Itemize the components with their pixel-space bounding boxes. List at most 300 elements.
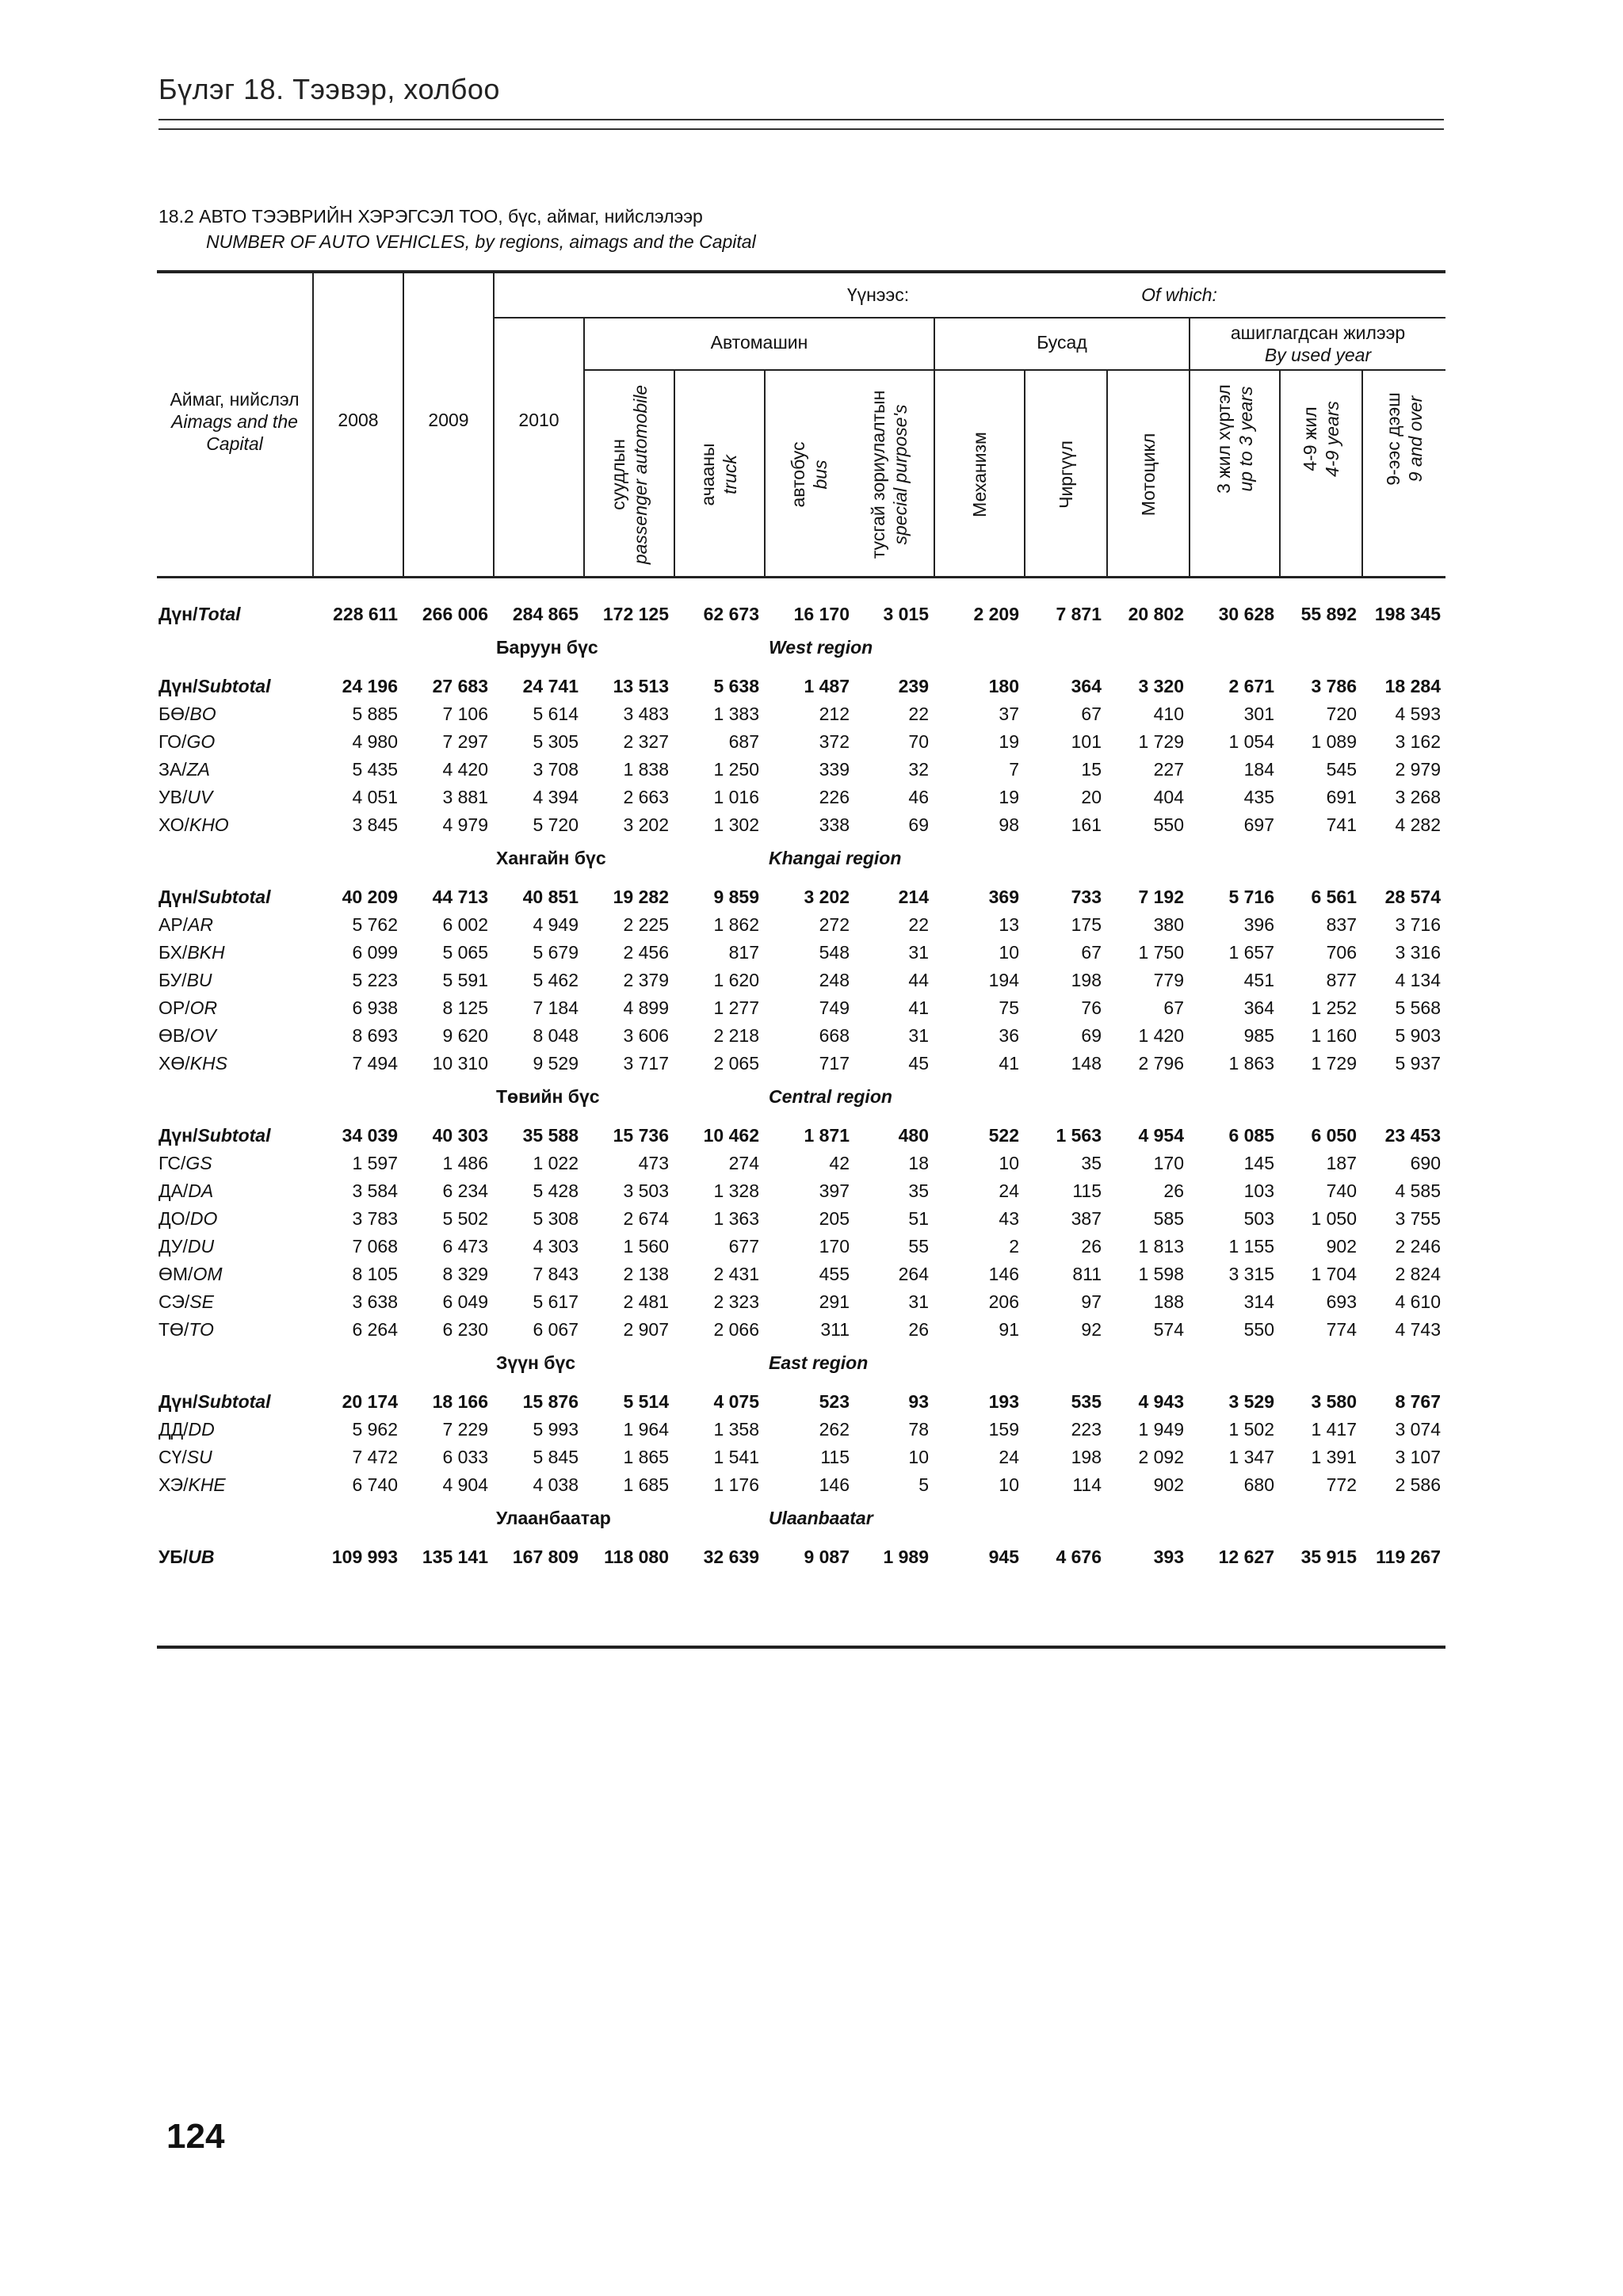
- region-name-en: East region: [769, 1352, 869, 1373]
- cell: 146: [819, 1474, 850, 1495]
- row-label: ОР/OR: [158, 997, 218, 1018]
- row-label: ХӨ/KHS: [158, 1053, 227, 1074]
- row-label: БУ/BU: [158, 970, 212, 990]
- subtotal-row: [157, 1537, 1445, 1571]
- cell: 8 048: [533, 1025, 579, 1046]
- cell: 1 358: [713, 1419, 759, 1440]
- cell: 51: [908, 1208, 929, 1229]
- cell: 35: [908, 1180, 929, 1201]
- cell: 397: [819, 1180, 850, 1201]
- cell: 5 993: [533, 1419, 579, 1440]
- cell: 1 155: [1228, 1236, 1274, 1257]
- cell: 7 106: [442, 704, 488, 724]
- table-row: [157, 1416, 1445, 1444]
- table-row: [157, 1233, 1445, 1261]
- cell: 103: [1243, 1180, 1274, 1201]
- table-caption-mn: 18.2 АВТО ТЭЭВРИЙН ХЭРЭГСЭЛ ТОО, бүс, аймаг, нийслэлээр: [158, 206, 703, 227]
- cell: 5 903: [1395, 1025, 1441, 1046]
- other-group: Бусад: [1037, 332, 1087, 353]
- cell: 7: [1009, 759, 1019, 780]
- cell: 5 435: [352, 759, 398, 780]
- row-label: СҮ/SU: [158, 1447, 212, 1467]
- cell: 32 639: [703, 1547, 759, 1567]
- cell: 9 529: [533, 1053, 579, 1074]
- cell: 5 514: [623, 1391, 669, 1412]
- cell: 393: [1153, 1547, 1184, 1567]
- page-number: 124: [166, 2117, 225, 2156]
- cell: 372: [819, 731, 850, 752]
- region-name-en: Central region: [769, 1085, 892, 1107]
- row-label: ДД/DD: [158, 1419, 215, 1440]
- cell: 9 859: [713, 887, 759, 907]
- cell: 27 683: [432, 676, 488, 696]
- row-label: Дүн/Subtotal: [158, 1391, 271, 1412]
- cell: 18: [908, 1153, 929, 1173]
- cell: 387: [1071, 1208, 1102, 1229]
- cell: 206: [988, 1291, 1019, 1312]
- cell: 2 824: [1395, 1264, 1441, 1284]
- subtotal-row: [157, 877, 1445, 911]
- cell: 3 881: [442, 787, 488, 807]
- cell: 3 580: [1311, 1391, 1357, 1412]
- cell: 35 588: [522, 1125, 579, 1146]
- cell: 733: [1071, 887, 1102, 907]
- row-label: АР/AR: [158, 914, 214, 935]
- cell: 301: [1243, 704, 1274, 724]
- cell: 1 563: [1056, 1125, 1102, 1146]
- cell: 1 598: [1138, 1264, 1184, 1284]
- cell: 20 802: [1128, 604, 1184, 624]
- cell: 67: [1163, 997, 1184, 1018]
- cell: 214: [898, 887, 929, 907]
- col-4-9: 4-9 жил 4-9 years: [1300, 401, 1342, 477]
- cell: 5 885: [352, 704, 398, 724]
- cell: 945: [988, 1547, 1019, 1567]
- cell: 2 796: [1138, 1053, 1184, 1074]
- cell: 4 899: [623, 997, 669, 1018]
- cell: 10: [999, 942, 1019, 963]
- cell: 2 209: [973, 604, 1019, 624]
- cell: 1 089: [1311, 731, 1357, 752]
- cell: 690: [1410, 1153, 1441, 1173]
- cell: 1 250: [713, 759, 759, 780]
- region-header: [157, 1499, 1445, 1537]
- cell: 1 176: [713, 1474, 759, 1495]
- cell: 4 585: [1395, 1180, 1441, 1201]
- cell: 3 320: [1138, 676, 1184, 696]
- region-name-mn: Төвийн бүс: [496, 1085, 600, 1107]
- cell: 6 230: [442, 1319, 488, 1340]
- region-name-mn: Зүүн бүс: [496, 1352, 576, 1373]
- region-name-mn: Улаанбаатар: [496, 1507, 611, 1528]
- cell: 75: [999, 997, 1019, 1018]
- cell: 985: [1243, 1025, 1274, 1046]
- table-row: [157, 994, 1445, 1022]
- cell: 6 473: [442, 1236, 488, 1257]
- cell: 97: [1081, 1291, 1102, 1312]
- region-header: [157, 839, 1445, 877]
- cell: 5 617: [533, 1291, 579, 1312]
- row-label: Дүн/Subtotal: [158, 887, 271, 907]
- chapter-title: Бүлэг 18. Тээвэр, холбоо: [158, 73, 500, 105]
- region-header: [157, 628, 1445, 666]
- cell: 7 472: [352, 1447, 398, 1467]
- col-2010: 2010: [518, 410, 559, 430]
- cell: 4 394: [533, 787, 579, 807]
- row-label: ГС/GS: [158, 1153, 212, 1173]
- cell: 1 016: [713, 787, 759, 807]
- cell: 2 225: [623, 914, 669, 935]
- cell: 3 786: [1311, 676, 1357, 696]
- total-row: [157, 601, 1445, 628]
- cell: 4 051: [352, 787, 398, 807]
- col-bus: автобус bus: [788, 441, 831, 508]
- cell: 161: [1071, 814, 1102, 835]
- cell: 3 202: [623, 814, 669, 835]
- cell: 2 218: [713, 1025, 759, 1046]
- cell: 92: [1081, 1319, 1102, 1340]
- cell: 338: [819, 814, 850, 835]
- cell: 817: [728, 942, 759, 963]
- cell: 35 915: [1300, 1547, 1357, 1567]
- cell: 717: [819, 1053, 850, 1074]
- cell: 172 125: [602, 604, 669, 624]
- cell: 20: [1081, 787, 1102, 807]
- cell: 187: [1326, 1153, 1357, 1173]
- cell: 198: [1071, 970, 1102, 990]
- table-row: [157, 1177, 1445, 1205]
- cell: 6 561: [1311, 887, 1357, 907]
- cell: 170: [1153, 1153, 1184, 1173]
- cell: 5 308: [533, 1208, 579, 1229]
- cell: 5 428: [533, 1180, 579, 1201]
- cell: 1 865: [623, 1447, 669, 1467]
- cell: 10: [999, 1153, 1019, 1173]
- cell: 749: [819, 997, 850, 1018]
- cell: 9 620: [442, 1025, 488, 1046]
- row-label: СЭ/SE: [158, 1291, 214, 1312]
- cell: 404: [1153, 787, 1184, 807]
- cell: 101: [1071, 731, 1102, 752]
- header-bottom-rule: [157, 576, 1445, 578]
- cell: 26: [1163, 1180, 1184, 1201]
- cell: 8 125: [442, 997, 488, 1018]
- cell: 5 614: [533, 704, 579, 724]
- cell: 114: [1072, 1474, 1102, 1495]
- table-row: [157, 1471, 1445, 1499]
- col-mechanism: Механизм: [969, 432, 990, 517]
- cell: 19 282: [613, 887, 669, 907]
- cell: 7 068: [352, 1236, 398, 1257]
- cell: 779: [1153, 970, 1184, 990]
- cell: 115: [1072, 1180, 1102, 1201]
- cell: 314: [1243, 1291, 1274, 1312]
- cell: 396: [1243, 914, 1274, 935]
- cell: 36: [999, 1025, 1019, 1046]
- cell: 15 736: [613, 1125, 669, 1146]
- cell: 115: [820, 1447, 850, 1467]
- cell: 902: [1153, 1474, 1184, 1495]
- cell: 1 704: [1311, 1264, 1357, 1284]
- cell: 37: [999, 704, 1019, 724]
- cell: 198 345: [1374, 604, 1441, 624]
- cell: 380: [1153, 914, 1184, 935]
- cell: 8 105: [352, 1264, 398, 1284]
- cell: 902: [1326, 1236, 1357, 1257]
- row-label: БӨ/BO: [158, 704, 216, 724]
- cell: 7 494: [352, 1053, 398, 1074]
- cell: 4 904: [442, 1474, 488, 1495]
- region-header: [157, 1077, 1445, 1116]
- cell: 170: [819, 1236, 850, 1257]
- table-header: [157, 273, 1445, 578]
- region-name-en: Khangai region: [769, 847, 902, 868]
- region-name-mn: Хангайн бүс: [496, 847, 606, 868]
- cell: 837: [1326, 914, 1357, 935]
- table-bottom-rule: [157, 1646, 1445, 1649]
- table-row: [157, 728, 1445, 756]
- row-label: ХЭ/KHE: [158, 1474, 226, 1495]
- cell: 93: [908, 1391, 929, 1412]
- cell: 668: [819, 1025, 850, 1046]
- cell: 6 085: [1228, 1125, 1274, 1146]
- cell: 118 080: [604, 1547, 669, 1567]
- cell: 70: [908, 731, 929, 752]
- cell: 4 610: [1395, 1291, 1441, 1312]
- cell: 2 066: [713, 1319, 759, 1340]
- cell: 31: [908, 942, 929, 963]
- cell: 193: [988, 1391, 1019, 1412]
- cell: 274: [728, 1153, 759, 1173]
- cell: 6 264: [352, 1319, 398, 1340]
- cell: 522: [988, 1125, 1019, 1146]
- row-label: Дүн/Total: [158, 604, 241, 624]
- region-name-en: West region: [769, 636, 873, 658]
- cell: 67: [1081, 704, 1102, 724]
- cell: 1 302: [713, 814, 759, 835]
- cell: 13 513: [613, 676, 669, 696]
- cell: 188: [1153, 1291, 1184, 1312]
- of-which-mn: Үүнээс:: [846, 284, 910, 305]
- cell: 4 743: [1395, 1319, 1441, 1340]
- cell: 1 420: [1138, 1025, 1184, 1046]
- cell: 31: [908, 1025, 929, 1046]
- row-label: ДА/DA: [158, 1180, 214, 1201]
- cell: 1 949: [1138, 1419, 1184, 1440]
- cell: 1 813: [1138, 1236, 1184, 1257]
- cell: 24: [999, 1447, 1019, 1467]
- cell: 4 038: [533, 1474, 579, 1495]
- vehicle-table: [157, 601, 1445, 1571]
- col-truck: ачааны truck: [697, 443, 740, 506]
- cell: 2 671: [1228, 676, 1274, 696]
- table-row: [157, 1022, 1445, 1050]
- col-trailer: Чиргүүл: [1056, 441, 1076, 509]
- cell: 339: [819, 759, 850, 780]
- cell: 10: [908, 1447, 929, 1467]
- cell: 1 871: [804, 1125, 850, 1146]
- cell: 10: [999, 1474, 1019, 1495]
- cell: 455: [819, 1264, 850, 1284]
- cell: 43: [999, 1208, 1019, 1229]
- cell: 12 627: [1218, 1547, 1274, 1567]
- cell: 1 729: [1311, 1053, 1357, 1074]
- cell: 2 323: [713, 1291, 759, 1312]
- cell: 435: [1243, 787, 1274, 807]
- col-special: тусгай зориулалтын special purpose's: [868, 390, 911, 559]
- cell: 1 838: [623, 759, 669, 780]
- cell: 1 597: [352, 1153, 398, 1173]
- cell: 2 663: [623, 787, 669, 807]
- cell: 4 282: [1395, 814, 1441, 835]
- cell: 3 529: [1228, 1391, 1274, 1412]
- cell: 264: [898, 1264, 929, 1284]
- cell: 2 481: [623, 1291, 669, 1312]
- cell: 548: [819, 942, 850, 963]
- cell: 7 192: [1138, 887, 1184, 907]
- cell: 5 223: [352, 970, 398, 990]
- cell: 291: [819, 1291, 850, 1312]
- cell: 3 845: [352, 814, 398, 835]
- cell: 44: [908, 970, 929, 990]
- cell: 2 092: [1138, 1447, 1184, 1467]
- cell: 2 138: [623, 1264, 669, 1284]
- cell: 1 685: [623, 1474, 669, 1495]
- cell: 18 284: [1384, 676, 1441, 696]
- cell: 1 347: [1228, 1447, 1274, 1467]
- cell: 311: [820, 1319, 850, 1340]
- cell: 473: [638, 1153, 669, 1173]
- cell: 1 862: [713, 914, 759, 935]
- cell: 5 962: [352, 1419, 398, 1440]
- cell: 41: [999, 1053, 1019, 1074]
- cell: 364: [1071, 676, 1102, 696]
- cell: 22: [908, 914, 929, 935]
- cell: 266 006: [422, 604, 488, 624]
- cell: 4 075: [713, 1391, 759, 1412]
- cell: 40 851: [522, 887, 579, 907]
- cell: 24 741: [522, 676, 579, 696]
- cell: 3 483: [623, 704, 669, 724]
- cell: 19: [999, 787, 1019, 807]
- cell: 35: [1081, 1153, 1102, 1173]
- row-label: ӨМ/OM: [158, 1264, 223, 1284]
- cell: 24: [999, 1180, 1019, 1201]
- cell: 18 166: [432, 1391, 488, 1412]
- cell: 1 541: [713, 1447, 759, 1467]
- cell: 5: [918, 1474, 929, 1495]
- table-row: [157, 1444, 1445, 1471]
- cell: 55 892: [1300, 604, 1357, 624]
- cell: 4 420: [442, 759, 488, 780]
- cell: 15 876: [522, 1391, 579, 1412]
- cell: 1 050: [1311, 1208, 1357, 1229]
- cell: 40 303: [432, 1125, 488, 1146]
- cell: 5 638: [713, 676, 759, 696]
- cell: 6 099: [352, 942, 398, 963]
- cell: 3 783: [352, 1208, 398, 1229]
- cell: 2 674: [623, 1208, 669, 1229]
- cell: 1 277: [713, 997, 759, 1018]
- cell: 2 327: [623, 731, 669, 752]
- table-row: [157, 967, 1445, 994]
- cell: 1 502: [1228, 1419, 1274, 1440]
- col-passenger: суудлын passenger automobile: [608, 384, 651, 565]
- cell: 148: [1071, 1053, 1102, 1074]
- table-row: [157, 1316, 1445, 1344]
- cell: 4 134: [1395, 970, 1441, 990]
- used-year-group: ашиглагдсан жилээр By used year: [1230, 322, 1406, 365]
- table-row: [157, 1288, 1445, 1316]
- cell: 135 141: [422, 1547, 488, 1567]
- col-2009: 2009: [428, 410, 469, 430]
- cell: 3 015: [883, 604, 929, 624]
- cell: 545: [1326, 759, 1357, 780]
- cell: 7 184: [533, 997, 579, 1018]
- cell: 410: [1153, 704, 1184, 724]
- row-label: ХО/KHO: [158, 814, 229, 835]
- cell: 691: [1326, 787, 1357, 807]
- cell: 76: [1081, 997, 1102, 1018]
- cell: 6 033: [442, 1447, 488, 1467]
- cell: 1 160: [1311, 1025, 1357, 1046]
- cell: 4 979: [442, 814, 488, 835]
- cell: 687: [728, 731, 759, 752]
- cell: 175: [1071, 914, 1102, 935]
- cell: 574: [1153, 1319, 1184, 1340]
- cell: 167 809: [512, 1547, 579, 1567]
- cell: 774: [1326, 1319, 1357, 1340]
- cell: 535: [1071, 1391, 1102, 1412]
- cell: 6 050: [1311, 1125, 1357, 1146]
- row-label: ӨВ/OV: [158, 1025, 216, 1046]
- cell: 4 949: [533, 914, 579, 935]
- cell: 5 720: [533, 814, 579, 835]
- cell: 262: [819, 1419, 850, 1440]
- table-row: [157, 1150, 1445, 1177]
- cell: 877: [1326, 970, 1357, 990]
- cell: 2 907: [623, 1319, 669, 1340]
- cell: 4 593: [1395, 704, 1441, 724]
- cell: 69: [1081, 1025, 1102, 1046]
- cell: 5 462: [533, 970, 579, 990]
- of-which-en: Of which:: [1141, 284, 1217, 305]
- cell: 523: [819, 1391, 850, 1412]
- cell: 42: [829, 1153, 850, 1173]
- cell: 69: [908, 814, 929, 835]
- cell: 40 209: [342, 887, 398, 907]
- cell: 706: [1326, 942, 1357, 963]
- cell: 1 989: [883, 1547, 929, 1567]
- cell: 146: [988, 1264, 1019, 1284]
- cell: 67: [1081, 942, 1102, 963]
- cell: 10 462: [703, 1125, 759, 1146]
- region-header: [157, 1344, 1445, 1382]
- table-row: [157, 1205, 1445, 1233]
- automobile-group: Автомашин: [710, 332, 808, 353]
- table-row: [157, 1261, 1445, 1288]
- cell: 585: [1153, 1208, 1184, 1229]
- cell: 194: [988, 970, 1019, 990]
- row-label: УБ/UB: [158, 1547, 215, 1567]
- cell: 45: [908, 1053, 929, 1074]
- cell: 3 162: [1395, 731, 1441, 752]
- cell: 159: [988, 1419, 1019, 1440]
- row-label: Дүн/Subtotal: [158, 676, 271, 696]
- cell: 1 620: [713, 970, 759, 990]
- cell: 119 267: [1376, 1547, 1441, 1567]
- cell: 741: [1326, 814, 1357, 835]
